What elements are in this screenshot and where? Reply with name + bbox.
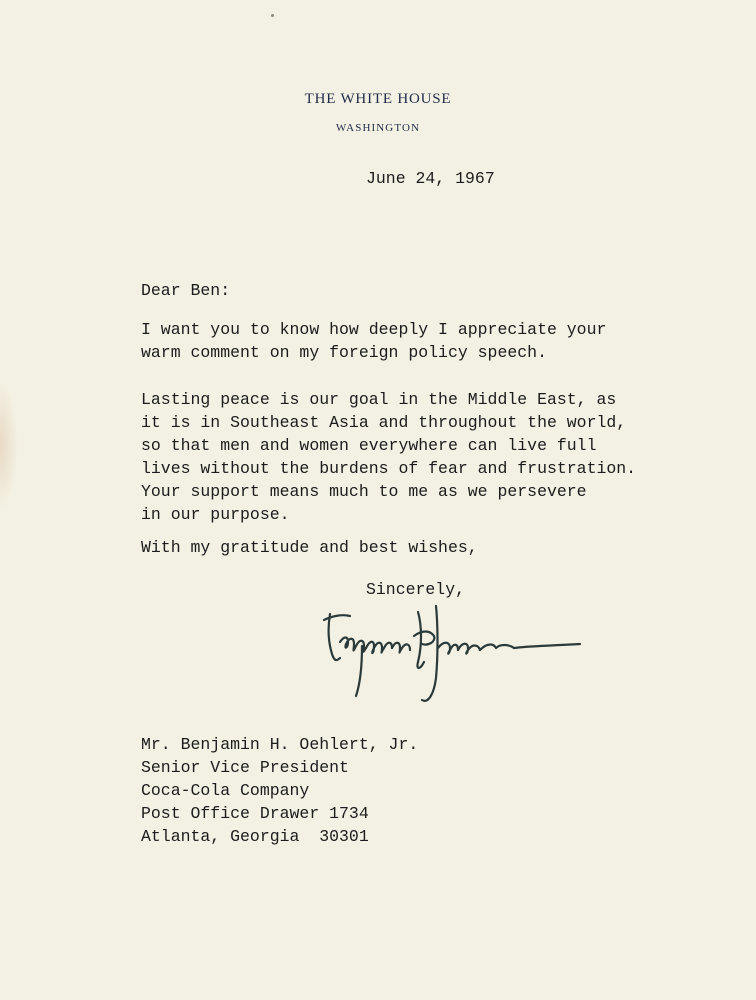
salutation: Dear Ben: — [141, 281, 231, 300]
signature-icon — [318, 596, 586, 716]
signature-strokes — [324, 606, 580, 701]
paper-mark — [271, 14, 274, 17]
letterhead-location: WASHINGTON — [335, 122, 421, 134]
recipient-line: Atlanta, Georgia 30301 — [141, 827, 369, 846]
recipient-line: Post Office Drawer 1734 — [141, 804, 369, 823]
recipient-line: Mr. Benjamin H. Oehlert, Jr. — [141, 735, 419, 754]
body-paragraph-1: I want you to know how deeply I appreciate your warm comment on my foreign policy speech. — [141, 320, 607, 362]
sign-off: Sincerely, — [366, 580, 466, 599]
closing-line: With my gratitude and best wishes, — [141, 538, 478, 557]
letterhead-title: THE WHITE HOUSE — [304, 91, 452, 107]
recipient-address — [141, 733, 418, 848]
body-paragraph-2: Lasting peace is our goal in the Middle East, as it is in Southeast Asia and throughout the world, so that men and women everywhere can live full lives without the burdens of fear and frustration. Your support means much to me as we persevere in our purpose. — [141, 390, 637, 524]
recipient-line: Coca-Cola Company — [141, 781, 310, 800]
letter-date: June 24, 1967 — [366, 169, 495, 188]
recipient-line: Senior Vice President — [141, 758, 349, 777]
